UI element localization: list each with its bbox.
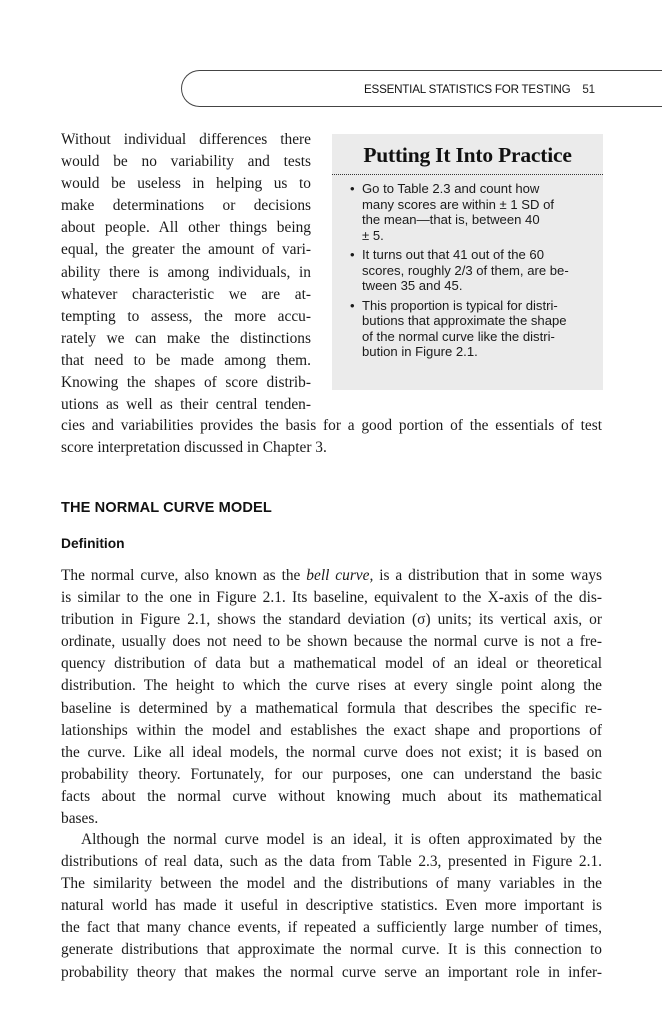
text-line: rately we can make the distinctions [61, 329, 311, 347]
text-line: Although the normal curve model is an ideal, it is often approximated by the [81, 831, 602, 848]
text-line: scores, roughly 2/3 of them, are be- [362, 262, 569, 278]
text-line: generate distributions that approximate the normal curve. It is this connection to [61, 941, 602, 959]
section-heading: THE NORMAL CURVE MODEL [61, 500, 272, 516]
intro-paragraph [61, 129, 311, 416]
bullet-icon: • [350, 247, 355, 262]
text-line: about people. All other things being [61, 219, 311, 237]
running-head [364, 83, 595, 96]
text-line: equal, the greater the amount of vari- [61, 241, 311, 259]
text-line: ordinate, usually does not need to be shown because the normal curve is not a fre- [61, 633, 602, 651]
text-line: The similarity between the model and the distributions of many variables in the [61, 875, 602, 893]
text-line: of the normal curve like the distri- [362, 328, 555, 344]
text-line: that need to be made among them. [61, 351, 311, 369]
sidebar-bullet-item [346, 298, 589, 360]
sidebar-bullet-item [346, 181, 589, 243]
text-line: cies and variabilities provides the basis for a good portion of the essentials of test [61, 417, 602, 434]
text-line: tween 35 and 45. [362, 278, 463, 293]
text-line: It turns out that 41 out of the 60 [362, 247, 544, 262]
text-line: the fact that many chance events, if repeated a sufficiently large number of times, [61, 919, 602, 937]
intro-paragraph-continuation [61, 415, 602, 459]
text-line: utions as well as their central tenden- [61, 396, 311, 414]
putting-it-into-practice-box [332, 134, 603, 390]
page-number: 51 [582, 83, 595, 96]
text-line: Without individual differences there [61, 131, 311, 148]
bullet-icon: • [350, 297, 355, 313]
text-line: natural world has made it useful in descriptive statistics. Even more important is [61, 897, 602, 915]
text-line: score interpretation discussed in Chapter 3. [61, 439, 327, 457]
text-line: baseline is determined by a mathematical formula that describes the specific re- [61, 699, 602, 717]
text-line: would be useless in helping us to [61, 175, 311, 193]
text-line: Go to Table 2.3 and count how [362, 181, 540, 196]
text-line: bution in Figure 2.1. [362, 344, 478, 359]
sidebar-bullet-list [346, 181, 589, 360]
text-line: ± 5. [362, 227, 384, 243]
text-line: make determinations or decisions [61, 197, 311, 215]
italic-term: bell curve, [306, 567, 374, 584]
text-line: probability theory. Fortunately, for our purposes, one can understand the basic [61, 765, 602, 783]
subsection-heading: Definition [61, 536, 125, 551]
sidebar-title: Putting It Into Practice [332, 142, 603, 175]
text-line: is similar to the one in Figure 2.1. Its baseline, equivalent to the X-axis of the dis- [61, 589, 602, 607]
text-line: This proportion is typical for distri- [362, 297, 558, 313]
approximation-paragraph [61, 829, 602, 984]
text-line: many scores are within ± 1 SD of [362, 196, 555, 212]
text-line: facts about the normal curve without knowing much about its mathematical [61, 787, 602, 805]
text-line: bases. [61, 810, 99, 828]
text-line: distribution. The height to which the curve rises at every single point along the [61, 677, 602, 695]
text-line: whatever characteristic we are at- [61, 285, 311, 303]
text-line: probability theory that makes the normal curve serve an important role in infer- [61, 963, 602, 981]
text-line: lationships within the model and establishes the exact shape and proportions of [61, 721, 602, 739]
text-line: ability there is among individuals, in [61, 263, 311, 281]
definition-paragraph [61, 565, 602, 830]
text-line: quency distribution of data but a mathematical model of an ideal or theoretical [61, 655, 602, 673]
text-line: distributions of real data, such as the data from Table 2.3, presented in Figure 2.1. [61, 853, 602, 871]
text-run: is a distribution that in some ways [373, 567, 603, 584]
text-line: would be no variability and tests [61, 153, 311, 171]
text-line: Knowing the shapes of score distrib- [61, 374, 311, 392]
bullet-icon: • [350, 181, 355, 196]
text-line [61, 565, 602, 587]
text-line: tribution in Figure 2.1, shows the standard deviation (σ) units; its vertical axis, or [61, 611, 602, 629]
text-line: tempting to assess, the more accu- [61, 307, 311, 325]
sidebar-bullet-item [346, 247, 589, 294]
text-line: the mean—that is, between 40 [362, 212, 540, 227]
text-line: the curve. Like all ideal models, the normal curve does not exist; it is based on [61, 743, 602, 761]
running-head-title: ESSENTIAL STATISTICS FOR TESTING [364, 83, 571, 96]
text-run: The normal curve, also known as the [61, 567, 307, 584]
text-line: butions that approximate the shape [362, 313, 567, 328]
